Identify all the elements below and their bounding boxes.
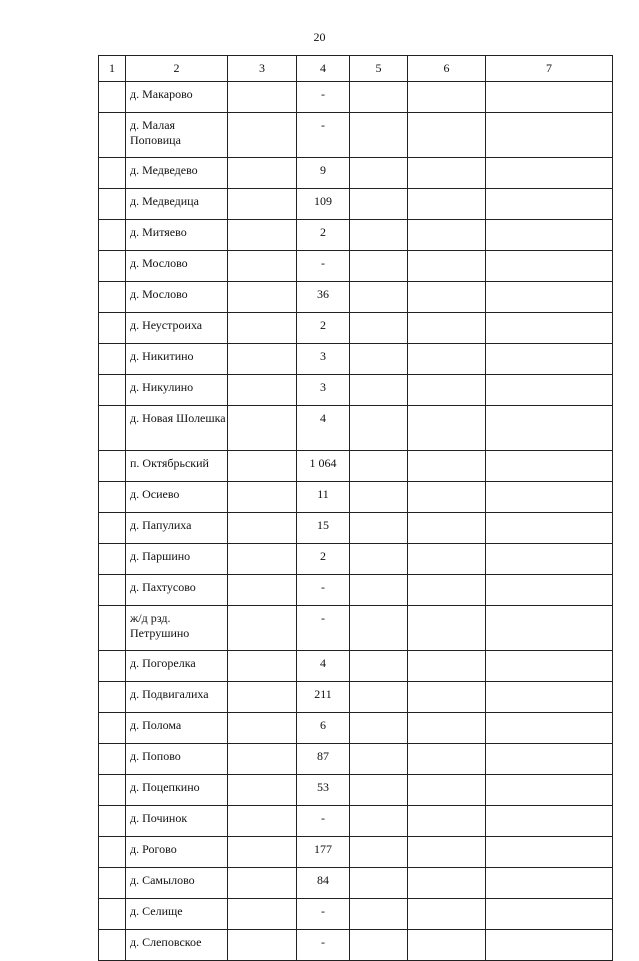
empty-cell	[350, 775, 408, 806]
settlement-name-cell: д. Попово	[126, 744, 228, 775]
value-cell: 3	[297, 344, 350, 375]
empty-cell	[228, 113, 297, 158]
value-cell: -	[297, 575, 350, 606]
column-header: 3	[228, 56, 297, 82]
empty-cell	[350, 744, 408, 775]
empty-cell	[486, 575, 613, 606]
empty-cell	[228, 406, 297, 451]
empty-cell	[99, 482, 126, 513]
empty-cell	[408, 575, 486, 606]
settlement-name-cell: д. Никулино	[126, 375, 228, 406]
empty-cell	[486, 682, 613, 713]
empty-cell	[228, 451, 297, 482]
empty-cell	[408, 513, 486, 544]
empty-cell	[350, 406, 408, 451]
settlement-name-cell: д. Мослово	[126, 251, 228, 282]
settlement-name-cell: д. Подвигалиха	[126, 682, 228, 713]
value-cell: -	[297, 113, 350, 158]
settlement-name-cell: д. Самылово	[126, 868, 228, 899]
settlement-name-cell: д. Рогово	[126, 837, 228, 868]
empty-cell	[99, 575, 126, 606]
column-header: 4	[297, 56, 350, 82]
table-row	[99, 451, 613, 482]
page-number: 20	[313, 30, 326, 44]
empty-cell	[486, 606, 613, 651]
empty-cell	[228, 82, 297, 113]
empty-cell	[408, 682, 486, 713]
empty-cell	[228, 189, 297, 220]
table-row	[99, 806, 613, 837]
value-cell: 87	[297, 744, 350, 775]
table-row	[99, 651, 613, 682]
table-row	[99, 837, 613, 868]
empty-cell	[350, 575, 408, 606]
settlement-name-cell: д. Неустроиха	[126, 313, 228, 344]
empty-cell	[486, 251, 613, 282]
empty-cell	[99, 313, 126, 344]
empty-cell	[408, 930, 486, 961]
empty-cell	[486, 482, 613, 513]
empty-cell	[408, 713, 486, 744]
table-body	[99, 56, 613, 961]
table-row	[99, 606, 613, 651]
table-header-row	[99, 56, 613, 82]
empty-cell	[408, 806, 486, 837]
empty-cell	[228, 482, 297, 513]
empty-cell	[486, 713, 613, 744]
empty-cell	[228, 575, 297, 606]
empty-cell	[99, 375, 126, 406]
column-header: 1	[99, 56, 126, 82]
value-cell: 11	[297, 482, 350, 513]
empty-cell	[99, 544, 126, 575]
empty-cell	[408, 868, 486, 899]
empty-cell	[228, 606, 297, 651]
settlement-name-cell: д. Пахтусово	[126, 575, 228, 606]
value-cell: -	[297, 806, 350, 837]
empty-cell	[350, 220, 408, 251]
empty-cell	[228, 344, 297, 375]
empty-cell	[486, 868, 613, 899]
empty-cell	[99, 220, 126, 251]
empty-cell	[408, 189, 486, 220]
empty-cell	[408, 482, 486, 513]
empty-cell	[350, 544, 408, 575]
empty-cell	[99, 251, 126, 282]
table-row	[99, 930, 613, 961]
empty-cell	[99, 837, 126, 868]
empty-cell	[228, 513, 297, 544]
empty-cell	[486, 406, 613, 451]
table-row	[99, 744, 613, 775]
empty-cell	[350, 375, 408, 406]
value-cell: 2	[297, 313, 350, 344]
table-row	[99, 158, 613, 189]
value-cell: -	[297, 251, 350, 282]
empty-cell	[350, 651, 408, 682]
settlement-name-cell: д. Медведево	[126, 158, 228, 189]
column-header: 7	[486, 56, 613, 82]
value-cell: 36	[297, 282, 350, 313]
settlement-name-cell: п. Октябрьский	[126, 451, 228, 482]
table-row	[99, 313, 613, 344]
empty-cell	[486, 544, 613, 575]
empty-cell	[228, 713, 297, 744]
empty-cell	[228, 899, 297, 930]
empty-cell	[486, 113, 613, 158]
empty-cell	[228, 544, 297, 575]
empty-cell	[99, 713, 126, 744]
empty-cell	[99, 451, 126, 482]
empty-cell	[486, 806, 613, 837]
empty-cell	[408, 220, 486, 251]
empty-cell	[408, 837, 486, 868]
empty-cell	[228, 313, 297, 344]
empty-cell	[486, 82, 613, 113]
value-cell: 2	[297, 220, 350, 251]
empty-cell	[350, 451, 408, 482]
table-row	[99, 113, 613, 158]
empty-cell	[486, 313, 613, 344]
empty-cell	[350, 251, 408, 282]
empty-cell	[99, 775, 126, 806]
settlement-name-cell: д. Новая Шолешка	[126, 406, 228, 451]
empty-cell	[99, 344, 126, 375]
empty-cell	[99, 606, 126, 651]
empty-cell	[350, 313, 408, 344]
value-cell: -	[297, 606, 350, 651]
empty-cell	[99, 806, 126, 837]
empty-cell	[408, 82, 486, 113]
value-cell: 53	[297, 775, 350, 806]
empty-cell	[99, 113, 126, 158]
settlement-name-cell: д. Слеповское	[126, 930, 228, 961]
table-row	[99, 544, 613, 575]
empty-cell	[408, 113, 486, 158]
table-row	[99, 282, 613, 313]
table-row	[99, 344, 613, 375]
empty-cell	[486, 899, 613, 930]
empty-cell	[350, 482, 408, 513]
empty-cell	[350, 713, 408, 744]
empty-cell	[408, 251, 486, 282]
empty-cell	[408, 375, 486, 406]
empty-cell	[350, 158, 408, 189]
settlement-name-cell: д. Осиево	[126, 482, 228, 513]
empty-cell	[486, 158, 613, 189]
empty-cell	[99, 868, 126, 899]
settlement-name-cell: д. Починок	[126, 806, 228, 837]
empty-cell	[486, 930, 613, 961]
empty-cell	[408, 744, 486, 775]
empty-cell	[408, 606, 486, 651]
empty-cell	[350, 513, 408, 544]
empty-cell	[350, 837, 408, 868]
settlement-name-cell: д. Малая Поповица	[126, 113, 228, 158]
settlement-name-cell: д. Паршино	[126, 544, 228, 575]
empty-cell	[408, 406, 486, 451]
empty-cell	[228, 251, 297, 282]
table-row	[99, 682, 613, 713]
empty-cell	[228, 868, 297, 899]
empty-cell	[486, 837, 613, 868]
value-cell: 84	[297, 868, 350, 899]
empty-cell	[99, 513, 126, 544]
empty-cell	[486, 651, 613, 682]
settlement-name-cell: д. Поцепкино	[126, 775, 228, 806]
settlement-name-cell: д. Селище	[126, 899, 228, 930]
empty-cell	[99, 899, 126, 930]
empty-cell	[228, 282, 297, 313]
settlement-name-cell: д. Полома	[126, 713, 228, 744]
table-row	[99, 251, 613, 282]
empty-cell	[486, 344, 613, 375]
value-cell: 3	[297, 375, 350, 406]
table-row	[99, 899, 613, 930]
value-cell: -	[297, 899, 350, 930]
column-header: 6	[408, 56, 486, 82]
empty-cell	[408, 344, 486, 375]
table-row	[99, 375, 613, 406]
table-row	[99, 513, 613, 544]
empty-cell	[99, 744, 126, 775]
empty-cell	[408, 451, 486, 482]
settlement-name-cell: д. Погорелка	[126, 651, 228, 682]
column-header: 2	[126, 56, 228, 82]
value-cell: 15	[297, 513, 350, 544]
empty-cell	[350, 189, 408, 220]
empty-cell	[350, 113, 408, 158]
empty-cell	[486, 375, 613, 406]
empty-cell	[408, 544, 486, 575]
value-cell: 4	[297, 651, 350, 682]
empty-cell	[228, 837, 297, 868]
empty-cell	[99, 682, 126, 713]
table-row	[99, 482, 613, 513]
settlement-name-cell: д. Митяево	[126, 220, 228, 251]
value-cell: 6	[297, 713, 350, 744]
column-header: 5	[350, 56, 408, 82]
empty-cell	[350, 868, 408, 899]
empty-cell	[99, 930, 126, 961]
empty-cell	[99, 82, 126, 113]
value-cell: 9	[297, 158, 350, 189]
settlement-name-cell: ж/д рзд. Петрушино	[126, 606, 228, 651]
empty-cell	[228, 775, 297, 806]
empty-cell	[228, 651, 297, 682]
value-cell: -	[297, 930, 350, 961]
value-cell: -	[297, 82, 350, 113]
table-row	[99, 775, 613, 806]
empty-cell	[228, 930, 297, 961]
empty-cell	[99, 158, 126, 189]
settlement-name-cell: д. Папулиха	[126, 513, 228, 544]
empty-cell	[350, 82, 408, 113]
table-row	[99, 82, 613, 113]
empty-cell	[350, 899, 408, 930]
table-row	[99, 406, 613, 451]
empty-cell	[99, 406, 126, 451]
settlement-name-cell: д. Никитино	[126, 344, 228, 375]
settlement-name-cell: д. Мослово	[126, 282, 228, 313]
table-row	[99, 868, 613, 899]
settlement-name-cell: д. Макарово	[126, 82, 228, 113]
value-cell: 177	[297, 837, 350, 868]
empty-cell	[228, 744, 297, 775]
settlement-table	[98, 55, 613, 961]
value-cell: 109	[297, 189, 350, 220]
empty-cell	[99, 189, 126, 220]
table-row	[99, 713, 613, 744]
value-cell: 2	[297, 544, 350, 575]
empty-cell	[228, 682, 297, 713]
table-row	[99, 220, 613, 251]
empty-cell	[408, 775, 486, 806]
empty-cell	[408, 651, 486, 682]
empty-cell	[486, 451, 613, 482]
empty-cell	[350, 344, 408, 375]
settlement-name-cell: д. Медведица	[126, 189, 228, 220]
value-cell: 211	[297, 682, 350, 713]
empty-cell	[408, 899, 486, 930]
empty-cell	[228, 220, 297, 251]
value-cell: 4	[297, 406, 350, 451]
empty-cell	[350, 682, 408, 713]
table-row	[99, 189, 613, 220]
empty-cell	[486, 282, 613, 313]
empty-cell	[408, 158, 486, 189]
empty-cell	[486, 775, 613, 806]
empty-cell	[486, 189, 613, 220]
empty-cell	[350, 606, 408, 651]
empty-cell	[350, 806, 408, 837]
empty-cell	[99, 282, 126, 313]
empty-cell	[408, 282, 486, 313]
empty-cell	[350, 930, 408, 961]
empty-cell	[228, 158, 297, 189]
empty-cell	[486, 744, 613, 775]
empty-cell	[228, 806, 297, 837]
empty-cell	[486, 220, 613, 251]
empty-cell	[228, 375, 297, 406]
empty-cell	[486, 513, 613, 544]
table-row	[99, 575, 613, 606]
empty-cell	[350, 282, 408, 313]
value-cell: 1 064	[297, 451, 350, 482]
empty-cell	[408, 313, 486, 344]
empty-cell	[99, 651, 126, 682]
